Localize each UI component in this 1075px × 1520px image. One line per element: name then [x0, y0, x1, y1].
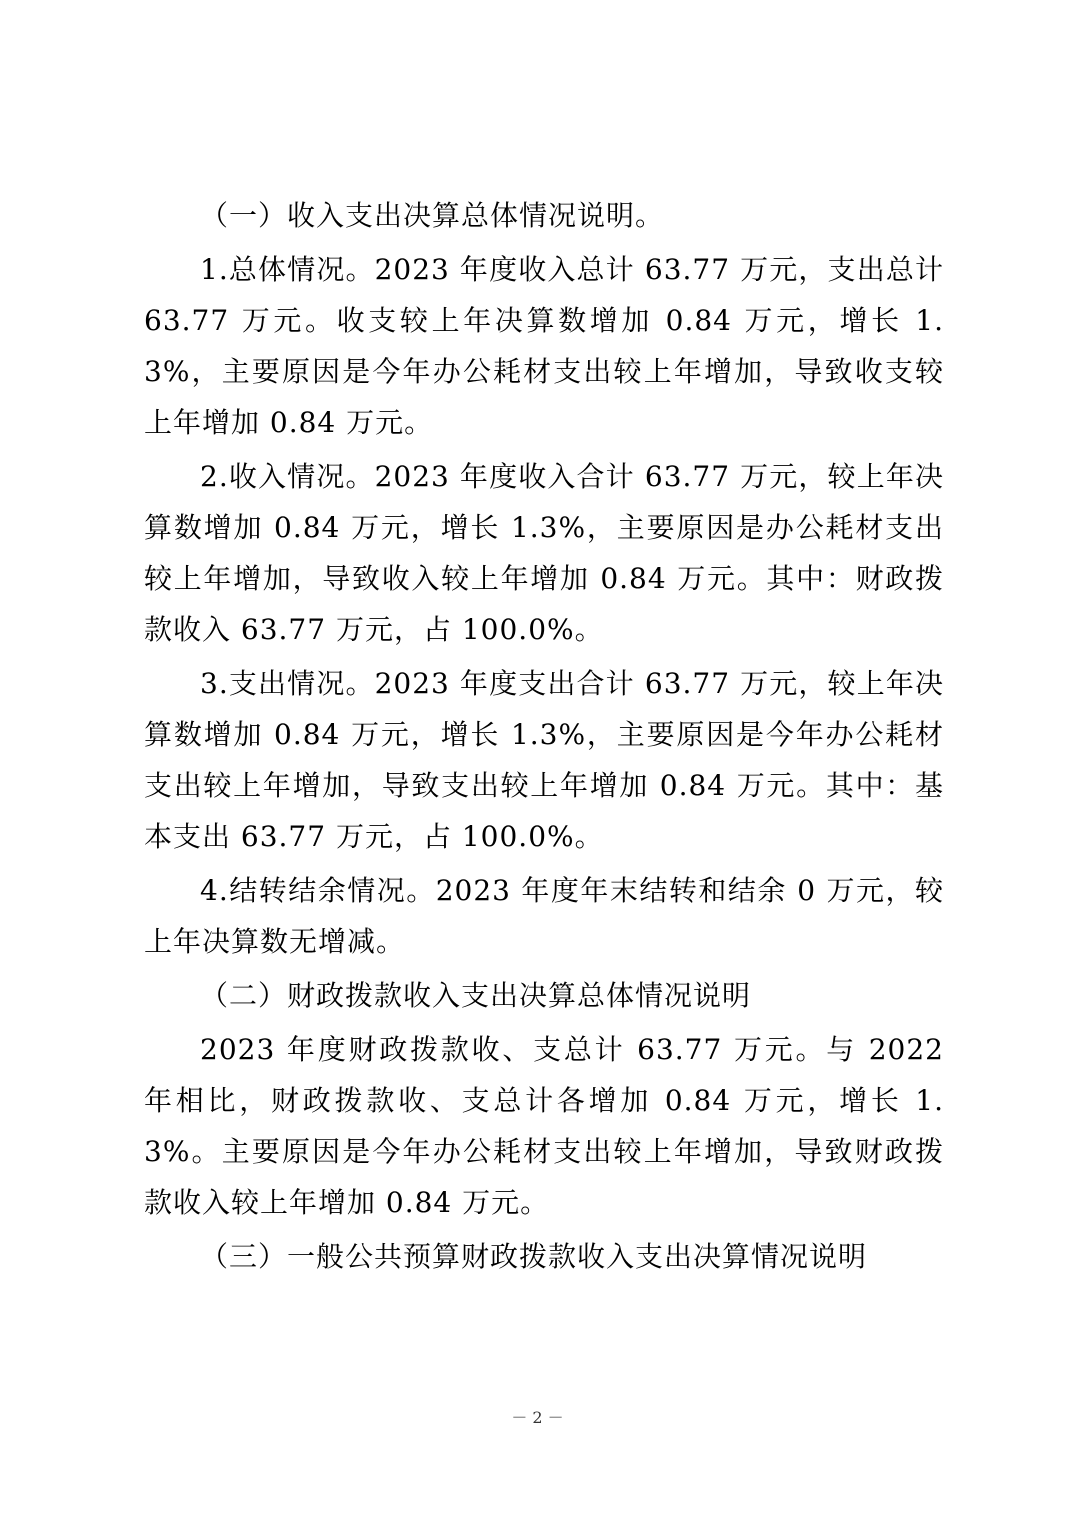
- document-body: [144, 190, 944, 1282]
- paragraph-fiscal-appropriation: 2023 年度财政拨款收、支总计 63.77 万元。与 2022 年相比，财政拨款收、支总计各增加 0.84 万元，增长 1.3%。主要原因是今年办公耗材支出较上年增加，导致财政拨款收入较上年增加 0.84 万元。: [144, 1033, 944, 1219]
- section-heading-3: （三）一般公共预算财政拨款收入支出决算情况说明: [200, 1240, 868, 1273]
- section-heading-1: （一）收入支出决算总体情况说明。: [200, 199, 665, 232]
- paragraph-carryover: 4.结转结余情况。2023 年度年末结转和结余 0 万元，较上年决算数无增减。: [144, 874, 944, 958]
- paragraph-overall: 1.总体情况。2023 年度收入总计 63.77 万元，支出总计 63.77 万元。收支较上年决算数增加 0.84 万元，增长 1.3%，主要原因是今年办公耗材支出较上年增加，导致收支较上年增加 0.84 万元。: [144, 253, 944, 439]
- paragraph-income: 2.收入情况。2023 年度收入合计 63.77 万元，较上年决算数增加 0.84 万元，增长 1.3%，主要原因是办公耗材支出较上年增加，导致收入较上年增加 0.84 万元。其中：财政拨款收入 63.77 万元，占 100.0%。: [144, 460, 944, 646]
- paragraph-expenditure: 3.支出情况。2023 年度支出合计 63.77 万元，较上年决算数增加 0.84 万元，增长 1.3%，主要原因是今年办公耗材支出较上年增加，导致支出较上年增加 0.84 万元。其中：基本支出 63.77 万元，占 100.0%。: [144, 667, 944, 853]
- section-heading-2: （二）财政拨款收入支出决算总体情况说明: [200, 979, 752, 1012]
- page-number: － 2 －: [511, 1408, 564, 1427]
